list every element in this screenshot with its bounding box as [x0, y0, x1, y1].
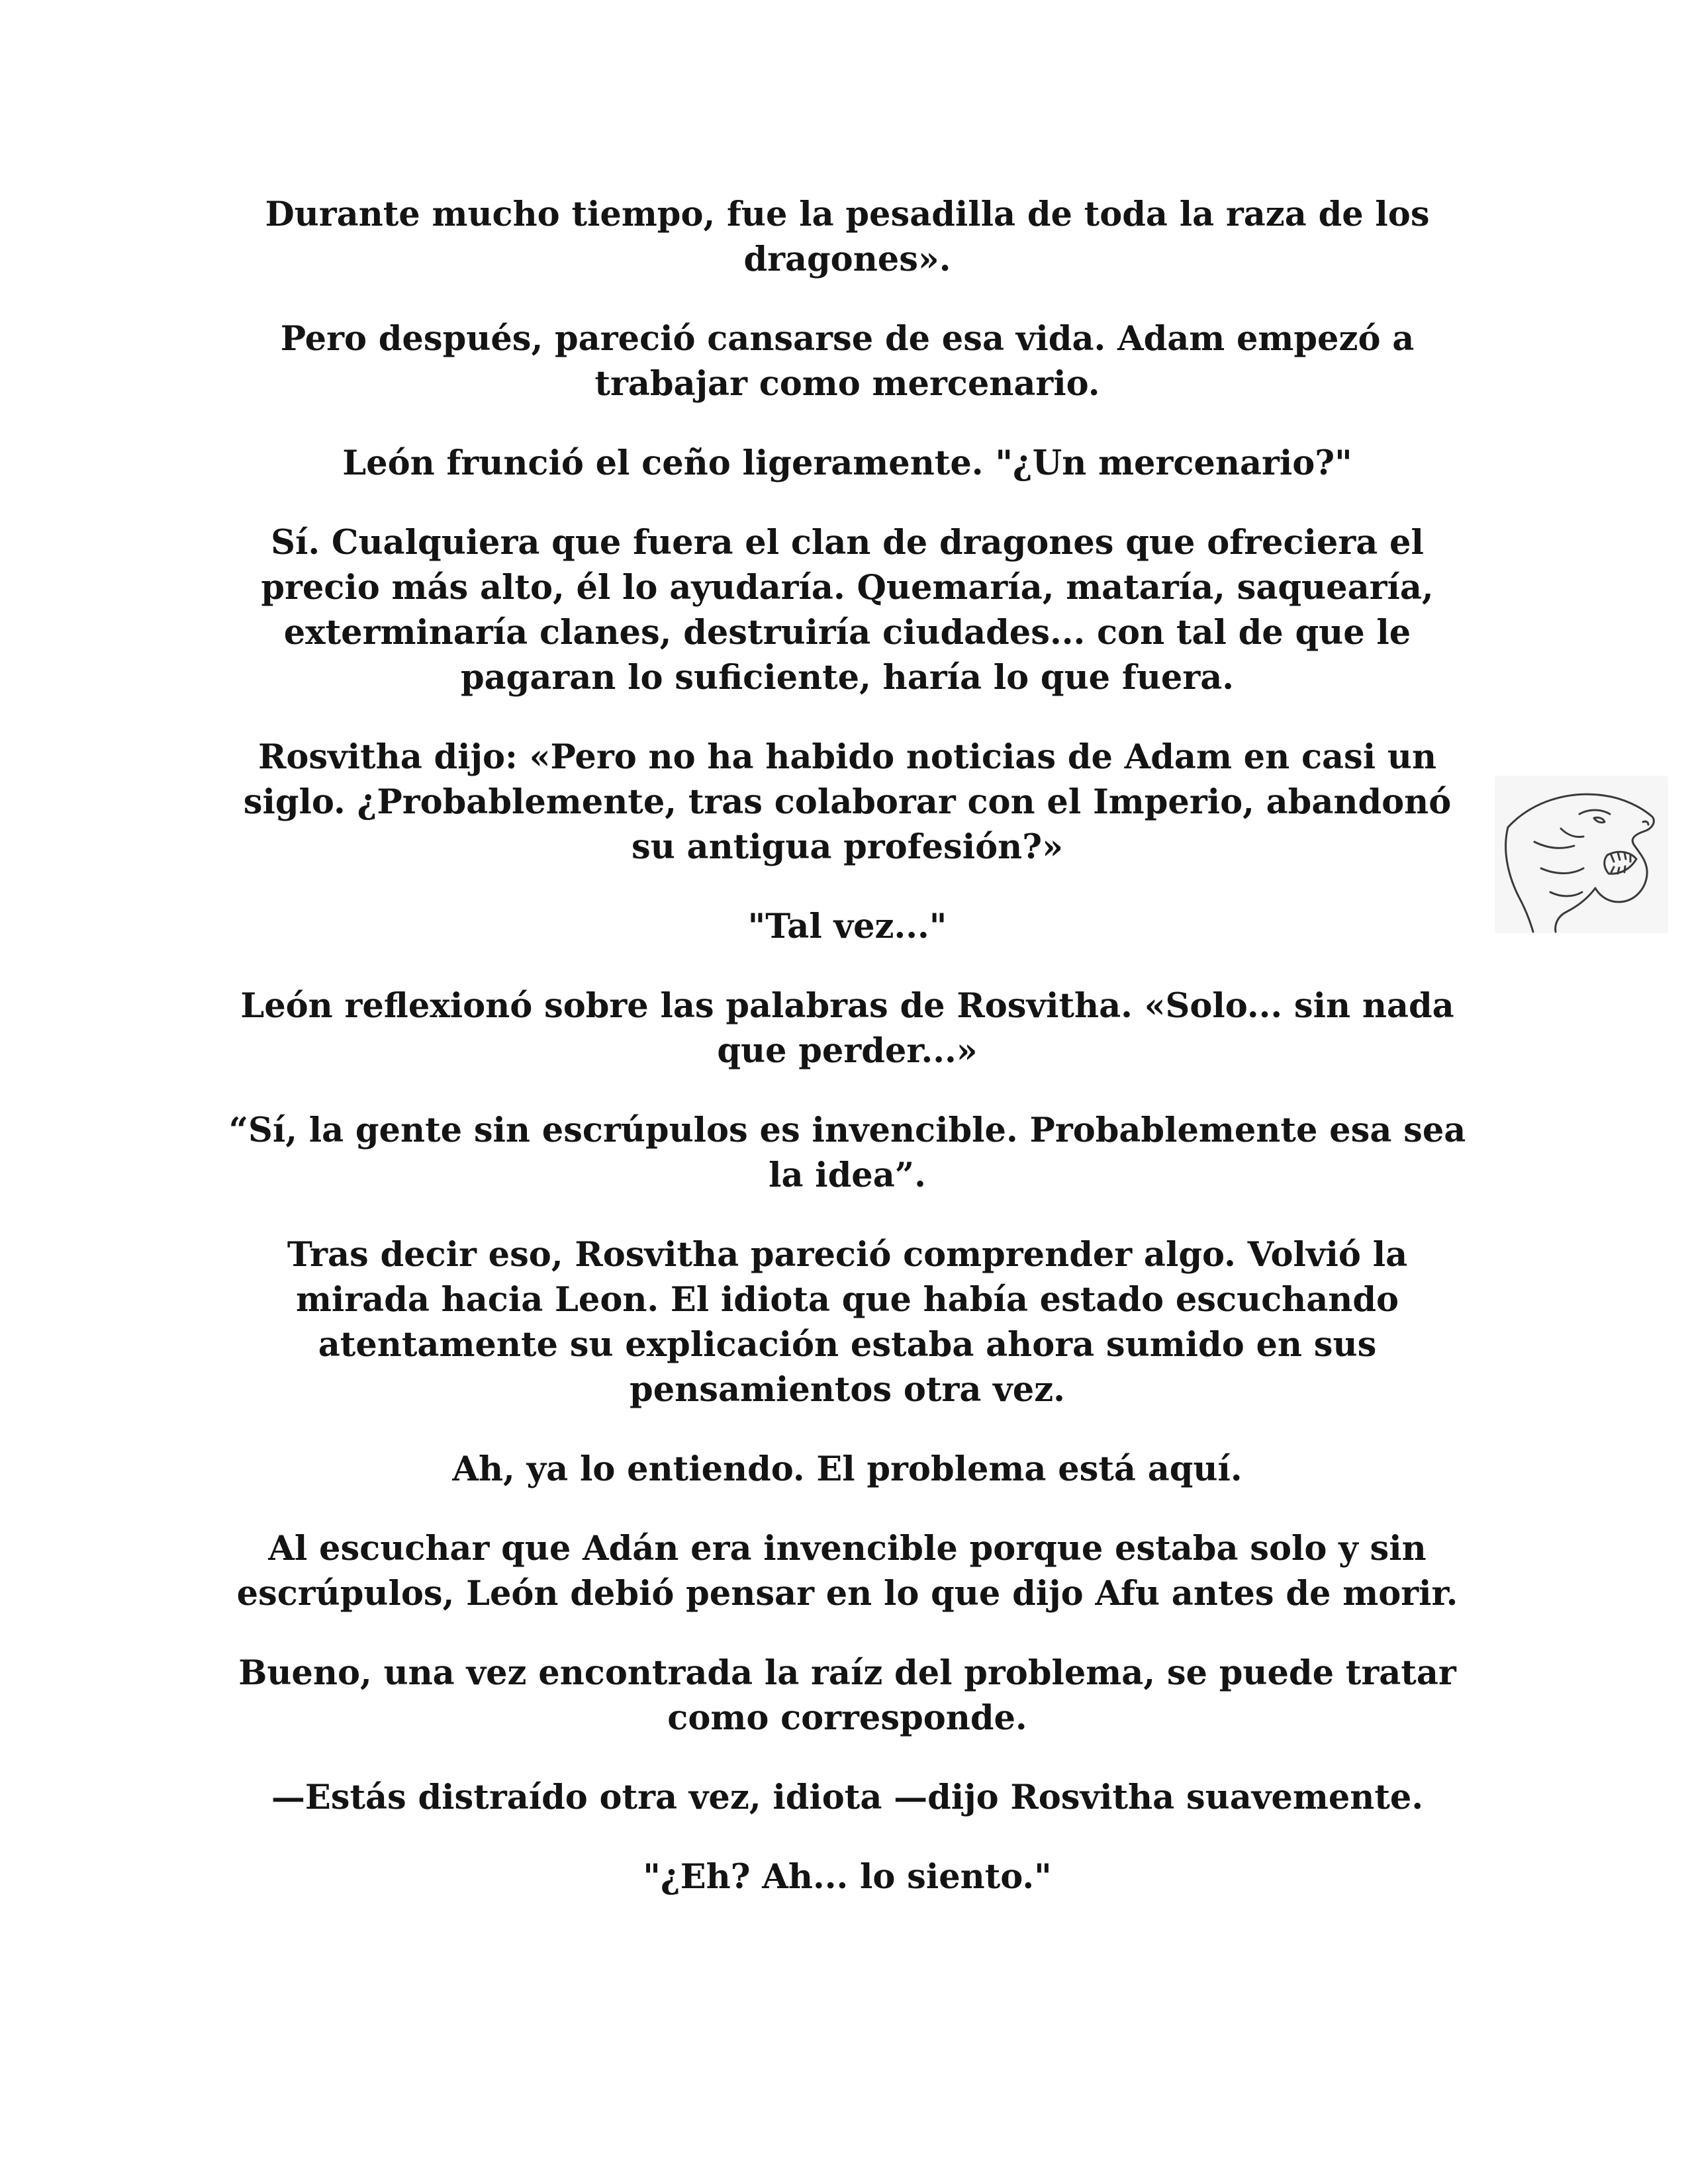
- paragraph: Al escuchar que Adán era invencible porque estaba solo y sin escrúpulos, León debió pensar en lo que dijo Afu antes de morir.: [236, 1529, 1458, 1614]
- paragraph: León frunció el ceño ligeramente. "¿Un mercenario?": [342, 443, 1352, 483]
- paragraph: Rosvitha dijo: «Pero no ha habido noticias de Adam en casi un siglo. ¿Probablemente, tras colaborar con el Imperio, abandonó su antigua profesión?»: [243, 737, 1452, 867]
- paragraph: Durante mucho tiempo, fue la pesadilla de toda la raza de los dragones».: [265, 195, 1430, 279]
- paragraph: —Estás distraído otra vez, idiota —dijo Rosvitha suavemente.: [271, 1778, 1424, 1817]
- paragraph: León reflexionó sobre las palabras de Rosvitha. «Solo... sin nada que perder...»: [240, 986, 1454, 1071]
- paragraph: Pero después, pareció cansarse de esa vida. Adam empezó a trabajar como mercenario.: [280, 319, 1415, 404]
- paragraph: Sí. Cualquiera que fuera el clan de dragones que ofreciera el precio más alto, él lo ayudaría. Quemaría, mataría, saquearía, exterminaría clanes, destruiría ciudades... con tal de que le pagaran lo suficiente, haría lo que fuera.: [261, 523, 1434, 698]
- paragraph: Bueno, una vez encontrada la raíz del problema, se puede tratar como corresponde.: [238, 1653, 1456, 1738]
- paragraph: Tras decir eso, Rosvitha pareció comprender algo. Volvió la mirada hacia Leon. El idiota que había estado escuchando atentamente su explicación estaba ahora sumido en sus pensamientos otra vez.: [287, 1235, 1408, 1410]
- paragraph: Ah, ya lo entiendo. El problema está aquí.: [452, 1449, 1243, 1489]
- body-text: [225, 192, 1470, 1934]
- dinosaur-head-sketch-icon: [1495, 776, 1668, 933]
- paragraph: “Sí, la gente sin escrúpulos es invencible. Probablemente esa sea la idea”.: [228, 1111, 1466, 1195]
- paragraph: "Tal vez...": [747, 907, 947, 946]
- paragraph: "¿Eh? Ah... lo siento.": [643, 1857, 1052, 1897]
